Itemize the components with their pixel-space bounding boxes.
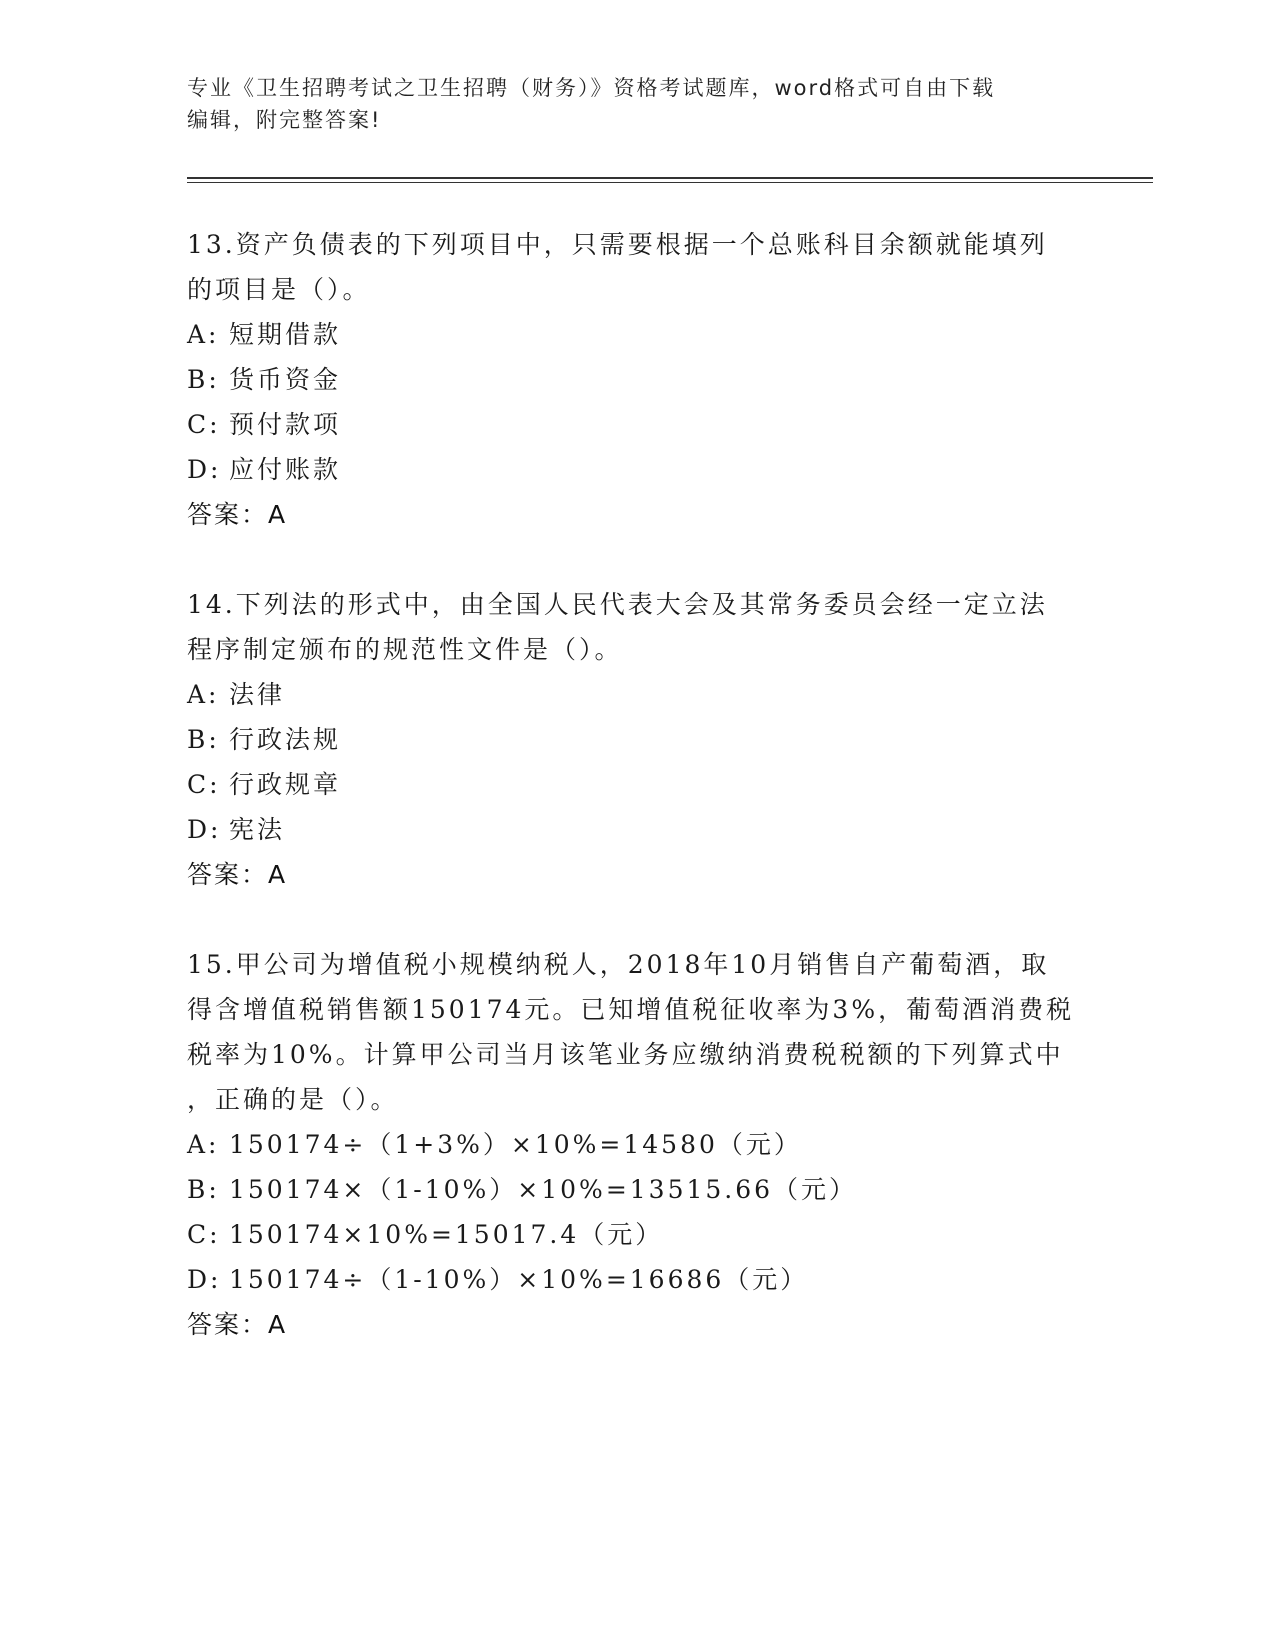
option-text: 150174÷（1-10%）×10%=16686（元） bbox=[229, 1265, 809, 1294]
option-text: 货币资金 bbox=[229, 365, 342, 394]
question-stem-line: 税率为10%。计算甲公司当月该笔业务应缴纳消费税税额的下列算式中 bbox=[187, 1040, 1064, 1069]
option-d bbox=[187, 447, 1087, 492]
option-c bbox=[187, 1212, 1087, 1257]
header-line-1: 专业《卫生招聘考试之卫生招聘（财务）》资格考试题库，word格式可自由下载 bbox=[187, 76, 996, 100]
question-stem-line: 14.下列法的形式中，由全国人民代表大会及其常务委员会经一定立法 bbox=[187, 590, 1048, 619]
question-15 bbox=[187, 942, 1087, 1347]
option-key: C: bbox=[187, 410, 221, 439]
answer-line: 答案：A bbox=[187, 860, 288, 889]
option-key: C: bbox=[187, 1220, 221, 1249]
question-stem-line: ，正确的是（）。 bbox=[187, 1085, 399, 1114]
option-b bbox=[187, 717, 1087, 762]
question-stem-line: 13.资产负债表的下列项目中，只需要根据一个总账科目余额就能填列 bbox=[187, 230, 1048, 259]
option-text: 行政法规 bbox=[229, 725, 342, 754]
document-header bbox=[187, 72, 1067, 136]
option-text: 150174÷（1+3%）×10%=14580（元） bbox=[229, 1130, 802, 1159]
option-a bbox=[187, 1122, 1087, 1167]
question-13 bbox=[187, 222, 1087, 537]
answer-line: 答案：A bbox=[187, 500, 288, 529]
question-stem-line: 程序制定颁布的规范性文件是（）。 bbox=[187, 635, 623, 664]
option-text: 应付账款 bbox=[229, 455, 342, 484]
answer-line: 答案：A bbox=[187, 1310, 288, 1339]
option-key: A: bbox=[187, 320, 220, 349]
option-text: 行政规章 bbox=[229, 770, 342, 799]
option-key: D: bbox=[187, 1265, 222, 1294]
option-b bbox=[187, 357, 1087, 402]
header-divider-thick bbox=[187, 177, 1153, 179]
option-text: 150174×（1-10%）×10%=13515.66（元） bbox=[229, 1175, 858, 1204]
question-stem-line: 的项目是（）。 bbox=[187, 275, 371, 304]
option-key: D: bbox=[187, 455, 222, 484]
option-text: 法律 bbox=[229, 680, 286, 709]
option-key: D: bbox=[187, 815, 222, 844]
option-a bbox=[187, 672, 1087, 717]
header-line-2: 编辑，附完整答案! bbox=[187, 108, 382, 132]
question-14 bbox=[187, 582, 1087, 897]
option-text: 预付款项 bbox=[229, 410, 342, 439]
option-d bbox=[187, 807, 1087, 852]
option-c bbox=[187, 402, 1087, 447]
option-a bbox=[187, 312, 1087, 357]
question-stem-line: 得含增值税销售额150174元。已知增值税征收率为3%，葡萄酒消费税 bbox=[187, 995, 1075, 1024]
option-text: 短期借款 bbox=[229, 320, 342, 349]
option-d bbox=[187, 1257, 1087, 1302]
header-divider-thin bbox=[187, 182, 1153, 183]
option-key: A: bbox=[187, 680, 220, 709]
question-stem-line: 15.甲公司为增值税小规模纳税人，2018年10月销售自产葡萄酒，取 bbox=[187, 950, 1050, 979]
option-key: A: bbox=[187, 1130, 220, 1159]
option-text: 宪法 bbox=[229, 815, 286, 844]
option-c bbox=[187, 762, 1087, 807]
option-b bbox=[187, 1167, 1087, 1212]
option-key: B: bbox=[187, 1175, 220, 1204]
option-key: B: bbox=[187, 365, 220, 394]
option-key: C: bbox=[187, 770, 221, 799]
option-key: B: bbox=[187, 725, 220, 754]
option-text: 150174×10%=15017.4（元） bbox=[229, 1220, 664, 1249]
